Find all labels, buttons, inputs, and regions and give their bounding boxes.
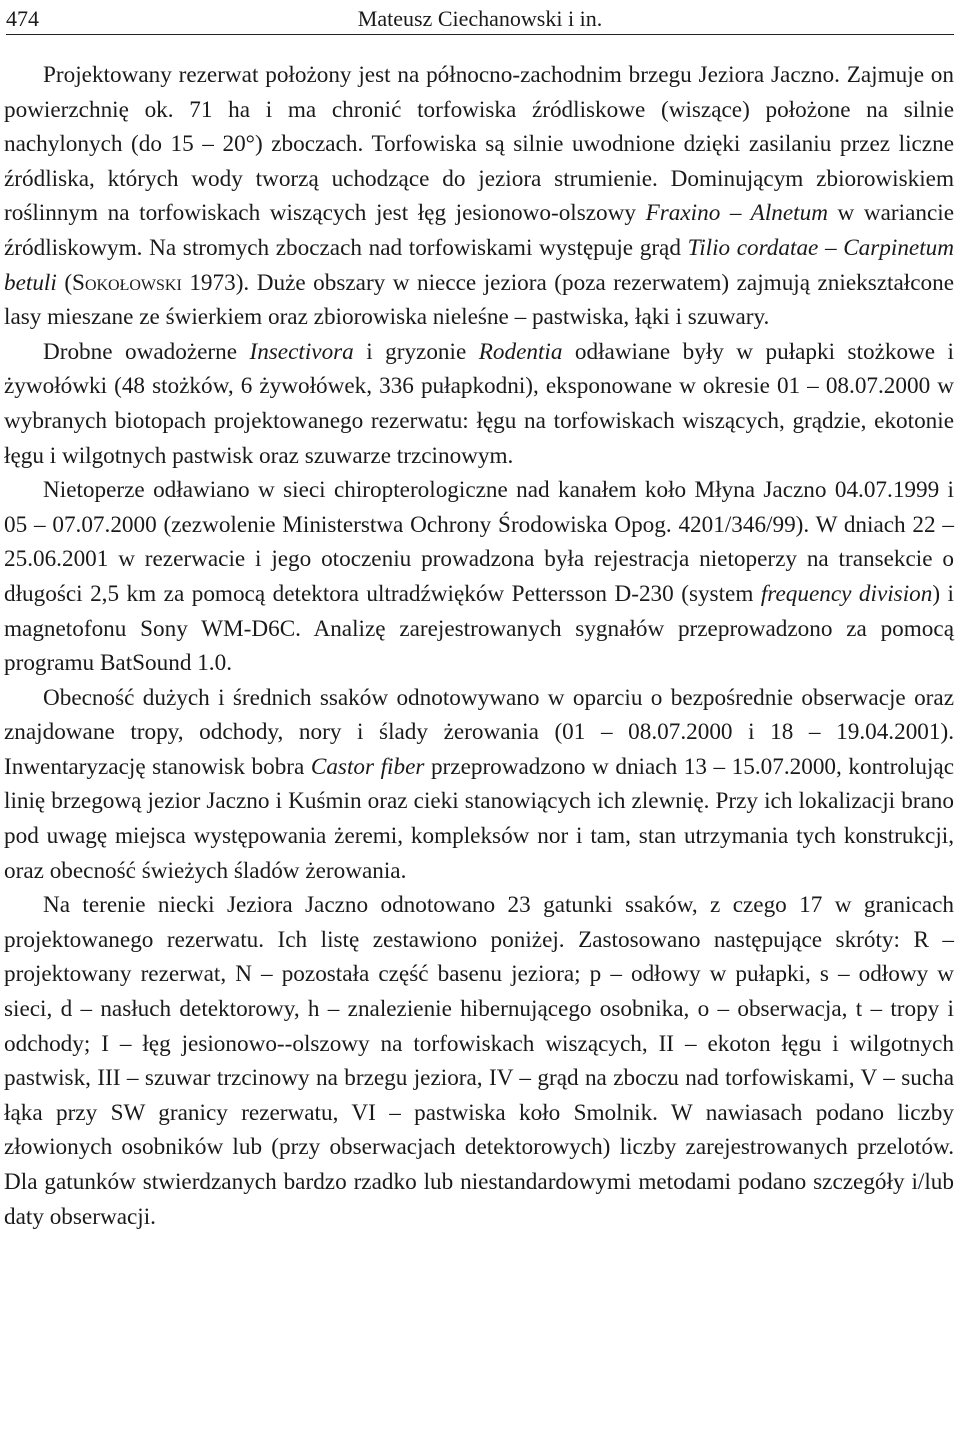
term-italic: frequency division — [760, 580, 933, 607]
text-run: odławiane były w pułapki stożkowe i żywołówki (48 stożków, 6 żywołówek, 336 pułapkodni), eksponowane w okresie 01 – 08.07.2000 w wybranych biotopach projektowanego rezerwatu: łęgu na torfowiskach wiszących, grądzie, ekotonie łęgu i wilgotnych pastwisk oraz szuwarze trzcinowym. — [4, 338, 954, 469]
taxon-name: Rodentia — [478, 338, 563, 365]
cited-author: Sokołowski — [72, 269, 182, 296]
body-text — [4, 58, 954, 1234]
paragraph-small-mammals — [4, 335, 954, 473]
paragraph-large-mammals — [4, 681, 954, 889]
text-run: ( — [56, 269, 73, 296]
paragraph-reserve-description — [4, 58, 954, 335]
text-run: Obecność dużych i średnich ssaków odnotowywano w oparciu o bezpośrednie obserwacje oraz znajdowane tropy, odchody, nory i ślady żerowania (01 – 08.07.2000 i 18 – 19.04.2001). Inwentaryzację stanowisk bobra — [4, 684, 954, 780]
taxon-name: Insectivora — [249, 338, 354, 365]
text-run: Projektowany rezerwat położony jest na północno-zachodnim brzegu Jeziora Jaczno. Zajmuje on powierzchnię ok. 71 ha i ma chronić torfowiska źródliskowe (wiszące) położone na silnie nachylonych (do 15 – 20°) zboczach. Torfowiska są silnie uwodnione dzięki zasilaniu przez liczne źródliska, których wody tworzą uchodzące do jeziora strumienie. Dominującym zbiorowiskiem roślinnym na torfowiskach wiszących jest łęg jesionowo-olszowy — [4, 62, 954, 227]
taxon-name: Castor fiber — [310, 753, 425, 780]
text-run: i gryzonie — [353, 338, 479, 365]
text-run: w wariancie źródliskowym. Na stromych zboczach nad torfowiskami występuje grąd — [4, 200, 955, 261]
text-run: przeprowadzono w dniach 13 – 15.07.2000, kontrolując linię brzegową jezior Jaczno i Kuśmin oraz cieki stanowiących ich zlewnię. Przy ich lokalizacji brano pod uwagę miejsca występowania żeremi, kompleksów nor i tam, stan utrzymania tych konstrukcji, oraz obecność świeżych śladów żerowania. — [4, 753, 954, 884]
page-number: 474 — [6, 6, 39, 31]
text-run: 1973). Duże obszary w niecce jeziora (poza rezerwatem) zajmują zniekształcone lasy mieszane ze świerkiem oraz zbiorowiska nieleśne – pastwiska, łąki i szuwary. — [4, 269, 954, 331]
text-run: Drobne owadożerne — [43, 338, 250, 365]
running-author: Mateusz Ciechanowski i in. — [357, 6, 603, 31]
paragraph-bats — [4, 473, 954, 681]
taxon-name: Fraxino – Alnetum — [645, 200, 828, 227]
text-run: ) i magnetofonu Sony WM-D6C. Analizę zarejestrowanych sygnałów przeprowadzono za pomocą programu BatSound 1.0. — [4, 580, 954, 677]
text-run: Nietoperze odławiano w sieci chiropterologiczne nad kanałem koło Młyna Jaczno 04.07.1999 i 05 – 07.07.2000 (zezwolenie Ministerstwa Ochrony Środowiska Opog. 4201/346/99). W dniach 22 – 25.06.2001 w rezerwacie i jego otoczeniu prowadzona była rejestracja nietoperzy na transekcie o długości 2,5 km za pomocą detektora ultradźwięków Pettersson D-230 (system — [4, 477, 954, 607]
taxon-name: Tilio cordatae – Carpinetum betuli — [4, 234, 955, 296]
running-header — [6, 6, 954, 35]
text-run: Na terenie niecki Jeziora Jaczno odnotowano 23 gatunki ssaków, z czego 17 w granicach projektowanego rezerwatu. Ich listę zestawiono poniżej. Zastosowano następujące skróty: R – projektowany rezerwat, N – pozostała część basenu jeziora; p – odłowy w pułapki, s – odłowy w sieci, d – nasłuch detektorowy, h – znalezienie hibernującego osobnika, o – obserwacja, t – tropy i odchody; I – łęg jesionowo--olszowy na torfowiskach wiszących, II – ekoton łęgu i wilgotnych pastwisk, III – szuwar trzcinowy na brzegu jeziora, IV – grąd na zboczu nad torfowiskami, V – sucha łąka przy SW granicy rezerwatu, VI – pastwiska koło Smolnik. W nawiasach podano liczby złowionych osobników lub (przy obserwacjach detektorowych) liczby zarejestrowanych przelotów. Dla gatunków stwierdzanych bardzo rzadko lub niestandardowymi metodami podano szczegóły i/lub daty obserwacji. — [4, 892, 954, 1230]
paragraph-abbreviations — [4, 888, 954, 1234]
